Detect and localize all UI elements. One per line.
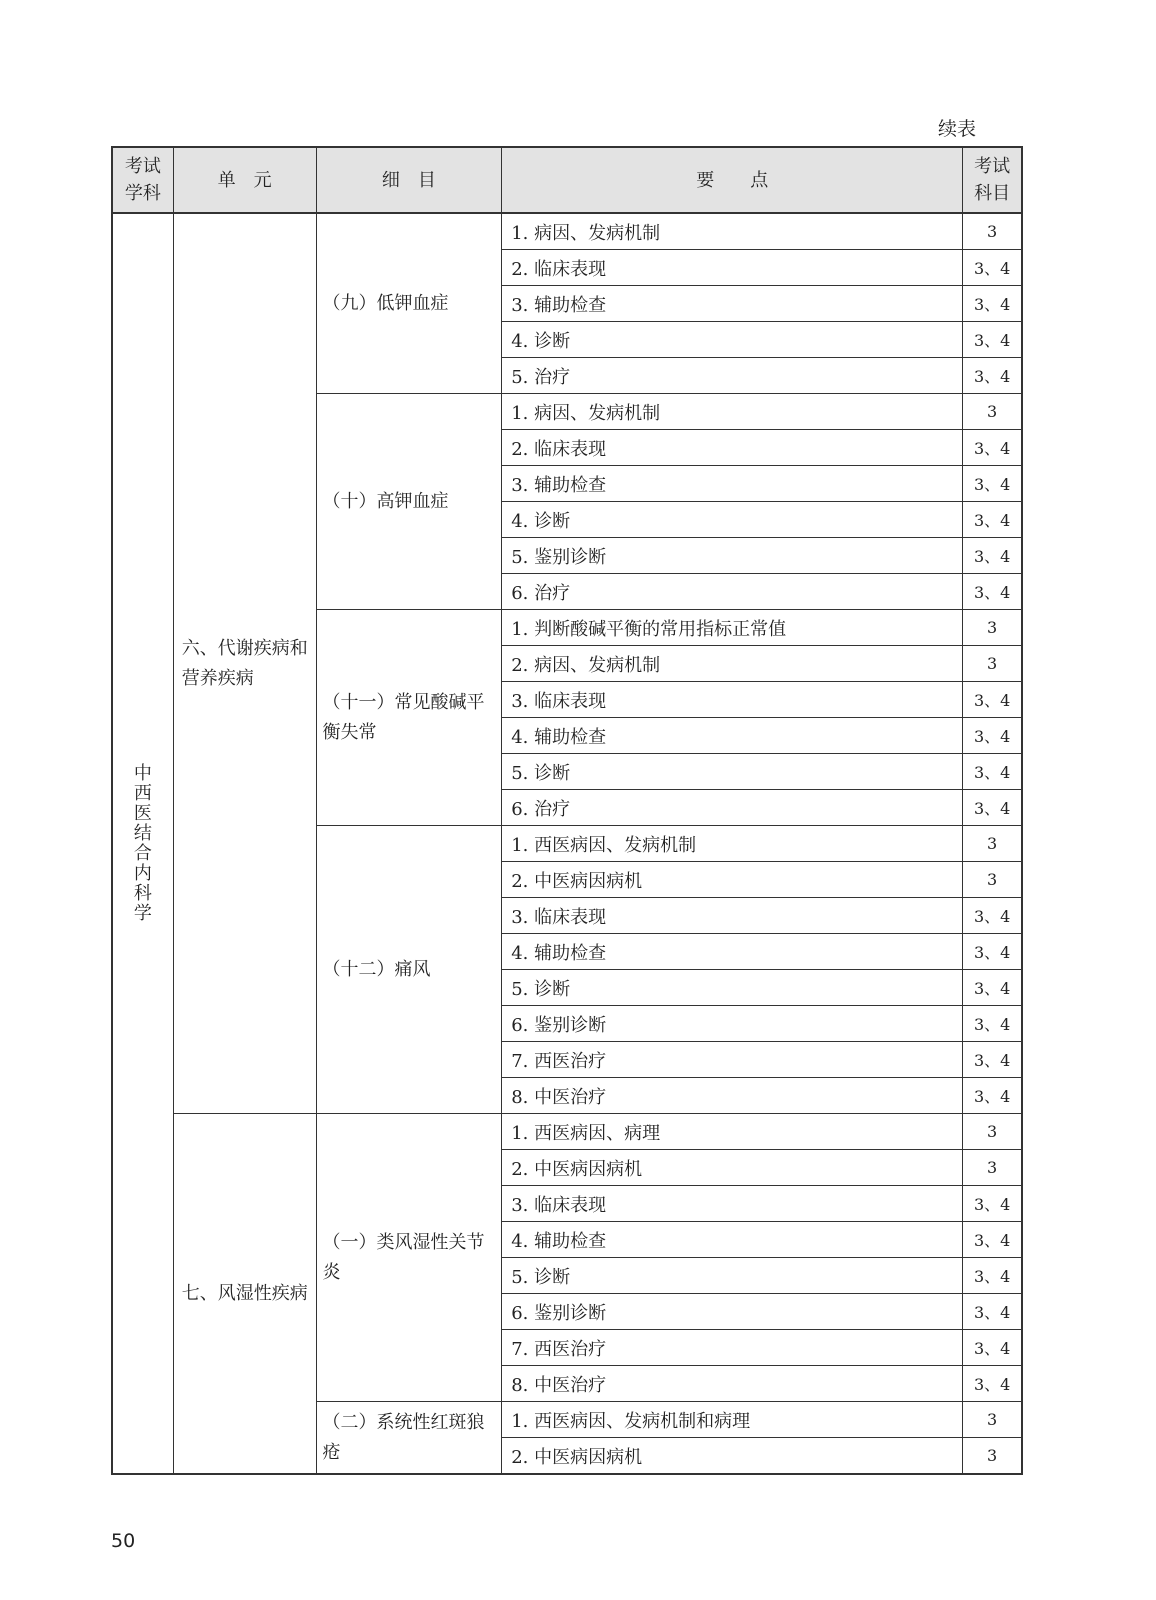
exam-subject-cell: 3、4 (963, 430, 1022, 466)
point-cell: 7. 西医治疗 (502, 1330, 963, 1366)
exam-subject-cell: 3 (963, 1150, 1022, 1186)
exam-subject-cell: 3、4 (963, 1186, 1022, 1222)
point-cell: 3. 临床表现 (502, 1186, 963, 1222)
point-cell: 4. 辅助检查 (502, 718, 963, 754)
exam-subject-cell: 3、4 (963, 322, 1022, 358)
header-points: 要 点 (502, 147, 963, 213)
table-row (112, 213, 1022, 250)
header-unit: 单 元 (173, 147, 316, 213)
point-cell: 2. 中医病因病机 (502, 1438, 963, 1475)
exam-subject-cell: 3、4 (963, 898, 1022, 934)
point-cell: 1. 判断酸碱平衡的常用指标正常值 (502, 610, 963, 646)
exam-subject-cell: 3、4 (963, 1006, 1022, 1042)
exam-subject-cell: 3、4 (963, 538, 1022, 574)
point-cell: 6. 鉴别诊断 (502, 1294, 963, 1330)
point-cell: 7. 西医治疗 (502, 1042, 963, 1078)
point-cell: 2. 临床表现 (502, 430, 963, 466)
point-cell: 1. 病因、发病机制 (502, 213, 963, 250)
point-cell: 4. 诊断 (502, 322, 963, 358)
subject-cell (112, 213, 173, 1474)
point-cell: 8. 中医治疗 (502, 1366, 963, 1402)
header-row (112, 147, 1022, 213)
exam-subject-cell: 3、4 (963, 1258, 1022, 1294)
exam-subject-cell: 3、4 (963, 1042, 1022, 1078)
point-cell: 4. 辅助检查 (502, 1222, 963, 1258)
exam-subject-cell: 3、4 (963, 466, 1022, 502)
point-cell: 2. 中医病因病机 (502, 862, 963, 898)
subject-label: 中西医结合内科学 (133, 762, 152, 924)
header-subject: 考试学科 (112, 147, 173, 213)
exam-subject-cell: 3 (963, 862, 1022, 898)
exam-subject-cell: 3、4 (963, 358, 1022, 394)
table-row (112, 1114, 1022, 1150)
item-cell: （十）高钾血症 (316, 394, 502, 610)
point-cell: 3. 辅助检查 (502, 286, 963, 322)
header-exam-subject: 考试科目 (963, 147, 1022, 213)
point-cell: 2. 临床表现 (502, 250, 963, 286)
exam-subject-cell: 3 (963, 213, 1022, 250)
exam-subject-cell: 3 (963, 610, 1022, 646)
exam-subject-cell: 3 (963, 1438, 1022, 1475)
exam-subject-cell: 3、4 (963, 718, 1022, 754)
item-cell: （一）类风湿性关节炎 (316, 1114, 502, 1402)
exam-subject-cell: 3、4 (963, 1078, 1022, 1114)
point-cell: 6. 治疗 (502, 574, 963, 610)
exam-subject-cell: 3 (963, 1402, 1022, 1438)
point-cell: 2. 病因、发病机制 (502, 646, 963, 682)
syllabus-table (111, 146, 1023, 1475)
table-body (112, 213, 1022, 1474)
point-cell: 1. 西医病因、发病机制和病理 (502, 1402, 963, 1438)
header-item: 细 目 (316, 147, 502, 213)
exam-subject-cell: 3、4 (963, 286, 1022, 322)
exam-subject-cell: 3、4 (963, 574, 1022, 610)
point-cell: 8. 中医治疗 (502, 1078, 963, 1114)
exam-subject-cell: 3 (963, 826, 1022, 862)
unit-cell: 七、风湿性疾病 (173, 1114, 316, 1475)
point-cell: 3. 临床表现 (502, 898, 963, 934)
exam-subject-cell: 3、4 (963, 250, 1022, 286)
point-cell: 4. 诊断 (502, 502, 963, 538)
point-cell: 2. 中医病因病机 (502, 1150, 963, 1186)
point-cell: 3. 临床表现 (502, 682, 963, 718)
point-cell: 5. 诊断 (502, 754, 963, 790)
exam-subject-cell: 3、4 (963, 502, 1022, 538)
point-cell: 3. 辅助检查 (502, 466, 963, 502)
item-cell: （九）低钾血症 (316, 213, 502, 394)
exam-subject-cell: 3、4 (963, 754, 1022, 790)
exam-subject-cell: 3 (963, 394, 1022, 430)
unit-cell: 六、代谢疾病和营养疾病 (173, 213, 316, 1114)
exam-subject-cell: 3、4 (963, 970, 1022, 1006)
page-number: 50 (111, 1530, 136, 1552)
point-cell: 6. 治疗 (502, 790, 963, 826)
exam-subject-cell: 3、4 (963, 1222, 1022, 1258)
exam-subject-cell: 3、4 (963, 1294, 1022, 1330)
exam-subject-cell: 3、4 (963, 790, 1022, 826)
point-cell: 4. 辅助检查 (502, 934, 963, 970)
point-cell: 1. 西医病因、病理 (502, 1114, 963, 1150)
exam-subject-cell: 3 (963, 1114, 1022, 1150)
point-cell: 5. 诊断 (502, 970, 963, 1006)
point-cell: 5. 鉴别诊断 (502, 538, 963, 574)
continued-label: 续表 (938, 118, 977, 140)
point-cell: 1. 病因、发病机制 (502, 394, 963, 430)
point-cell: 5. 治疗 (502, 358, 963, 394)
item-cell: （十二）痛风 (316, 826, 502, 1114)
exam-subject-cell: 3 (963, 646, 1022, 682)
point-cell: 5. 诊断 (502, 1258, 963, 1294)
point-cell: 6. 鉴别诊断 (502, 1006, 963, 1042)
item-cell: （十一）常见酸碱平衡失常 (316, 610, 502, 826)
exam-subject-cell: 3、4 (963, 934, 1022, 970)
exam-subject-cell: 3、4 (963, 1330, 1022, 1366)
exam-subject-cell: 3、4 (963, 682, 1022, 718)
exam-subject-cell: 3、4 (963, 1366, 1022, 1402)
point-cell: 1. 西医病因、发病机制 (502, 826, 963, 862)
item-cell: （二）系统性红斑狼疮 (316, 1402, 502, 1475)
